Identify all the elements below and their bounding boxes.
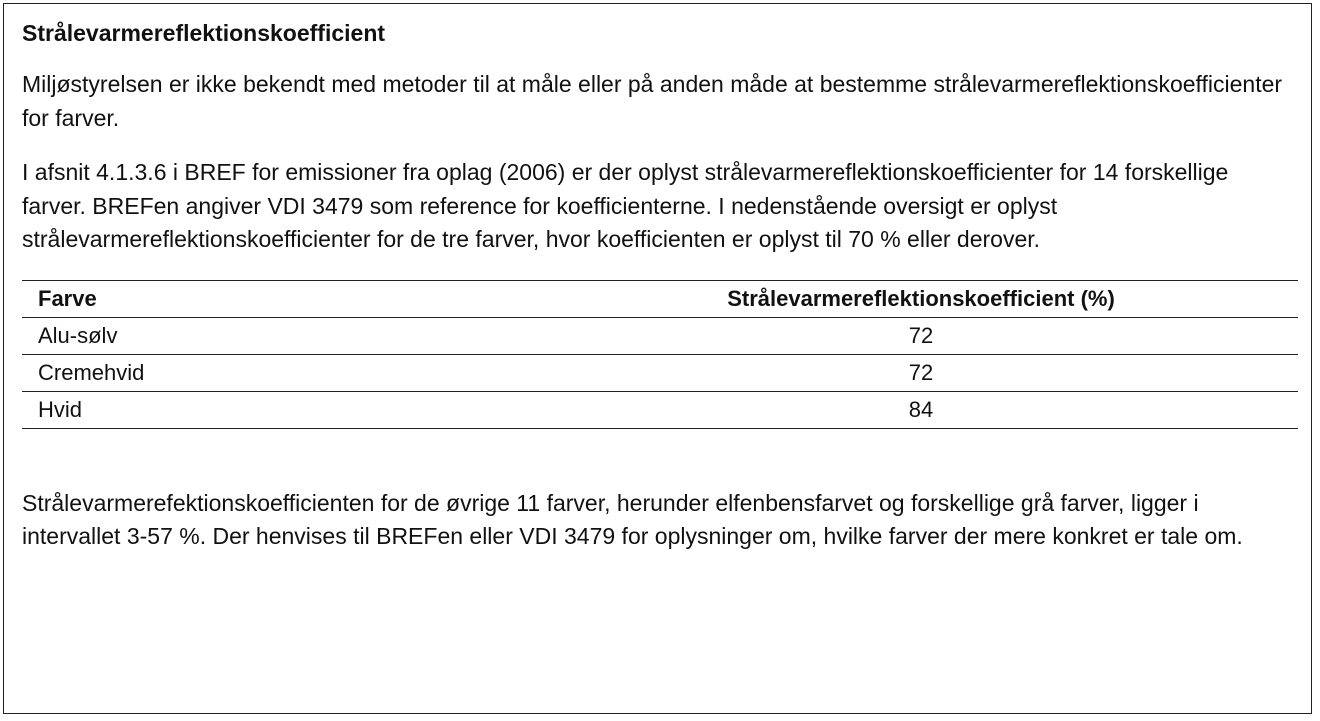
cell-color: Alu-sølv [38, 322, 118, 348]
table-row [22, 354, 1298, 391]
cell-coefficient [686, 391, 1298, 428]
section-title: Strålevarmereflektionskoefficient [22, 20, 386, 46]
cell-color: Hvid [38, 396, 83, 422]
paragraph-bref: I afsnit 4.1.3.6 i BREF for emissioner fra oplag (2006) er der oplyst strålevarmereflektionskoefficienter for 14 forskellige farver. BREFen angiver VDI 3479 som reference for koefficienterne. I nedenstående oversigt er oplyst strålevarmereflektionskoefficienter for de tre farver, hvor koefficienten er oplyst til 70 % eller derover. [22, 159, 1229, 252]
document-content [22, 16, 1298, 554]
table-row [22, 317, 1298, 354]
table-row [22, 391, 1298, 428]
cell-color: Cremehvid [38, 359, 145, 385]
cell-coefficient-value: 72 [908, 322, 934, 348]
cell-coefficient-value: 84 [908, 396, 934, 422]
header-coefficient-label: Strålevarmereflektionskoefficient (%) [727, 285, 1115, 311]
coefficient-table [22, 280, 1298, 429]
table-header-row [22, 280, 1298, 317]
paragraph-remaining-colors: Strålevarmerefektionskoefficienten for de øvrige 11 farver, herunder elfenbensfarvet og forskellige grå farver, ligger i intervallet 3-57 %. Der henvises til BREFen eller VDI 3479 for oplysninger om, hvilke farver der mere konkret er tale om. [22, 489, 1243, 549]
cell-coefficient-value: 72 [908, 359, 934, 385]
cell-coefficient [686, 317, 1298, 354]
document-box [3, 3, 1312, 714]
cell-coefficient [686, 354, 1298, 391]
paragraph-intro: Miljøstyrelsen er ikke bekendt med metoder til at måle eller på anden måde at bestemme strålevarmereflektionskoefficienter for farver. [22, 71, 1283, 131]
header-coefficient [686, 280, 1298, 317]
header-color: Farve [38, 285, 97, 311]
